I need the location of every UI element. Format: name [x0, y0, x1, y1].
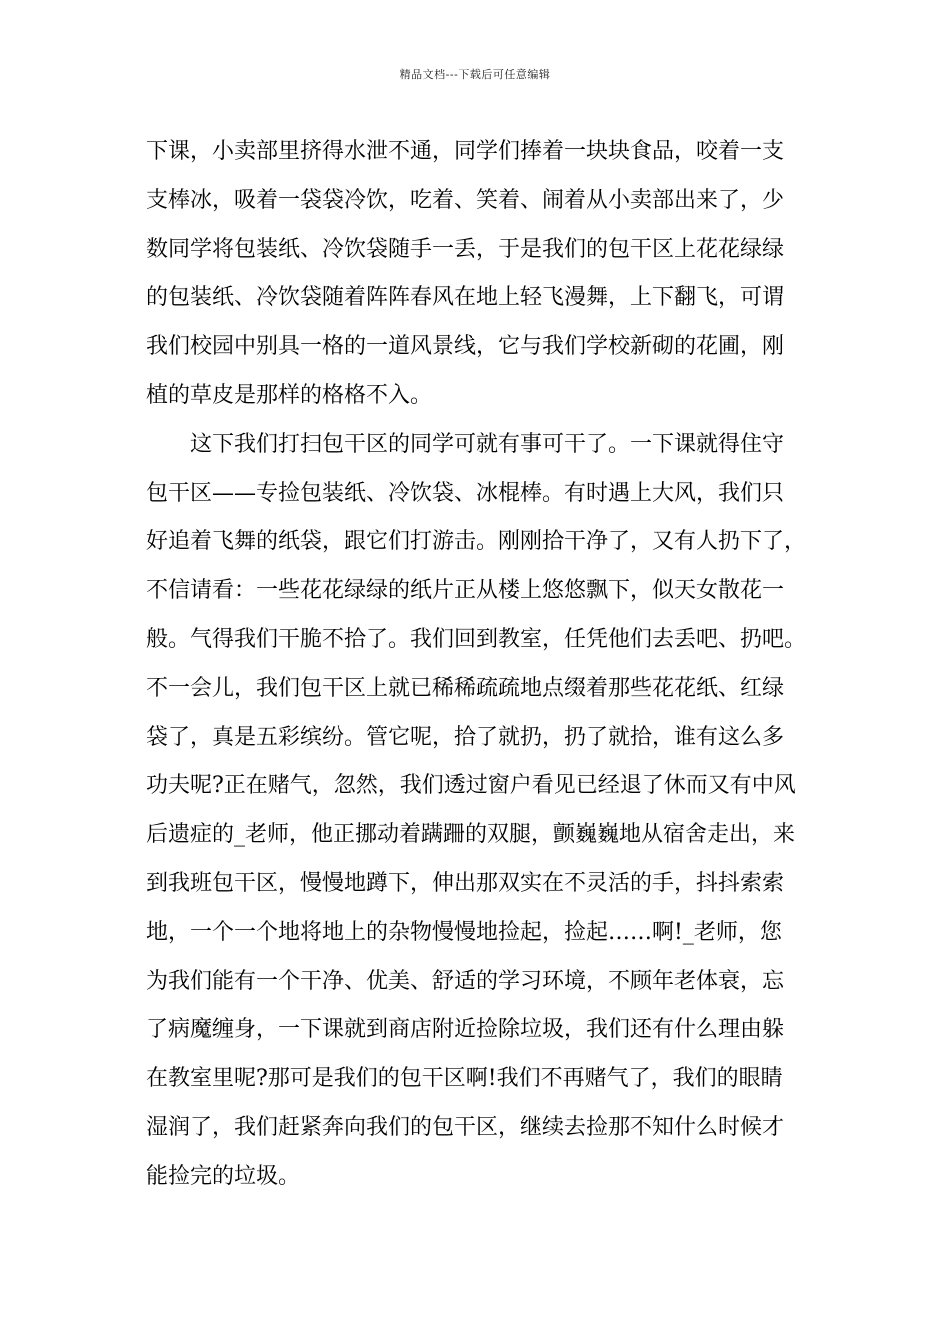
- text-line: 地，一个一个地将地上的杂物慢慢地捡起，捡起……啊!_老师，您: [146, 919, 782, 945]
- text-line: 不一会儿，我们包干区上就已稀稀疏疏地点缀着那些花花纸、红绿: [146, 675, 785, 701]
- text-line: 为我们能有一个干净、优美、舒适的学习环境，不顾年老体衰，忘: [146, 968, 785, 994]
- text-line: 我们校园中别具一格的一道风景线，它与我们学校新砌的花圃，刚: [146, 334, 785, 360]
- text-line: 般。气得我们干脆不拾了。我们回到教室，任凭他们去丢吧、扔吧。: [146, 626, 807, 652]
- text-line: 包干区——专捡包装纸、冷饮袋、冰棍棒。有时遇上大风，我们只: [146, 480, 785, 506]
- text-line: 袋了，真是五彩缤纷。管它呢，拾了就扔，扔了就拾，谁有这么多: [146, 724, 785, 750]
- text-line: 这下我们打扫包干区的同学可就有事可干了。一下课就得住守: [190, 431, 785, 457]
- text-line: 后遗症的_老师，他正挪动着蹒跚的双腿，颤巍巍地从宿舍走出，来: [146, 822, 796, 848]
- text-line: 支棒冰，吸着一袋袋冷饮，吃着、笑着、闹着从小卖部出来了，少: [146, 187, 785, 213]
- document-body: [146, 128, 814, 1202]
- text-line: 在教室里呢?那可是我们的包干区啊!我们不再赌气了，我们的眼睛: [146, 1066, 783, 1092]
- text-line: 下课，小卖部里挤得水泄不通，同学们捧着一块块食品，咬着一支: [146, 139, 785, 164]
- page-header: 精品文档---下载后可任意编辑: [399, 68, 551, 81]
- text-line: 到我班包干区，慢慢地蹲下，伸出那双实在不灵活的手，抖抖索索: [146, 870, 785, 896]
- text-line: 了病魔缠身，一下课就到商店附近捡除垃圾，我们还有什么理由躲: [146, 1017, 785, 1043]
- text-line: 的包装纸、冷饮袋随着阵阵春风在地上轻飞漫舞，上下翻飞，可谓: [146, 285, 785, 311]
- text-line: 植的草皮是那样的格格不入。: [146, 382, 433, 408]
- text-line: 好追着飞舞的纸袋，跟它们打游击。刚刚拾干净了，又有人扔下了，: [146, 529, 807, 555]
- text-line: 功夫呢?正在赌气，忽然，我们透过窗户看见已经退了休而又有中风: [146, 773, 796, 799]
- text-line: 数同学将包装纸、冷饮袋随手一丢，于是我们的包干区上花花绿绿: [146, 236, 785, 262]
- text-line: 能捡完的垃圾。: [146, 1163, 301, 1189]
- text-line: 湿润了，我们赶紧奔向我们的包干区，继续去捡那不知什么时候才: [146, 1114, 785, 1140]
- text-line: 不信请看：一些花花绿绿的纸片正从楼上悠悠飘下，似天女散花一: [146, 578, 785, 604]
